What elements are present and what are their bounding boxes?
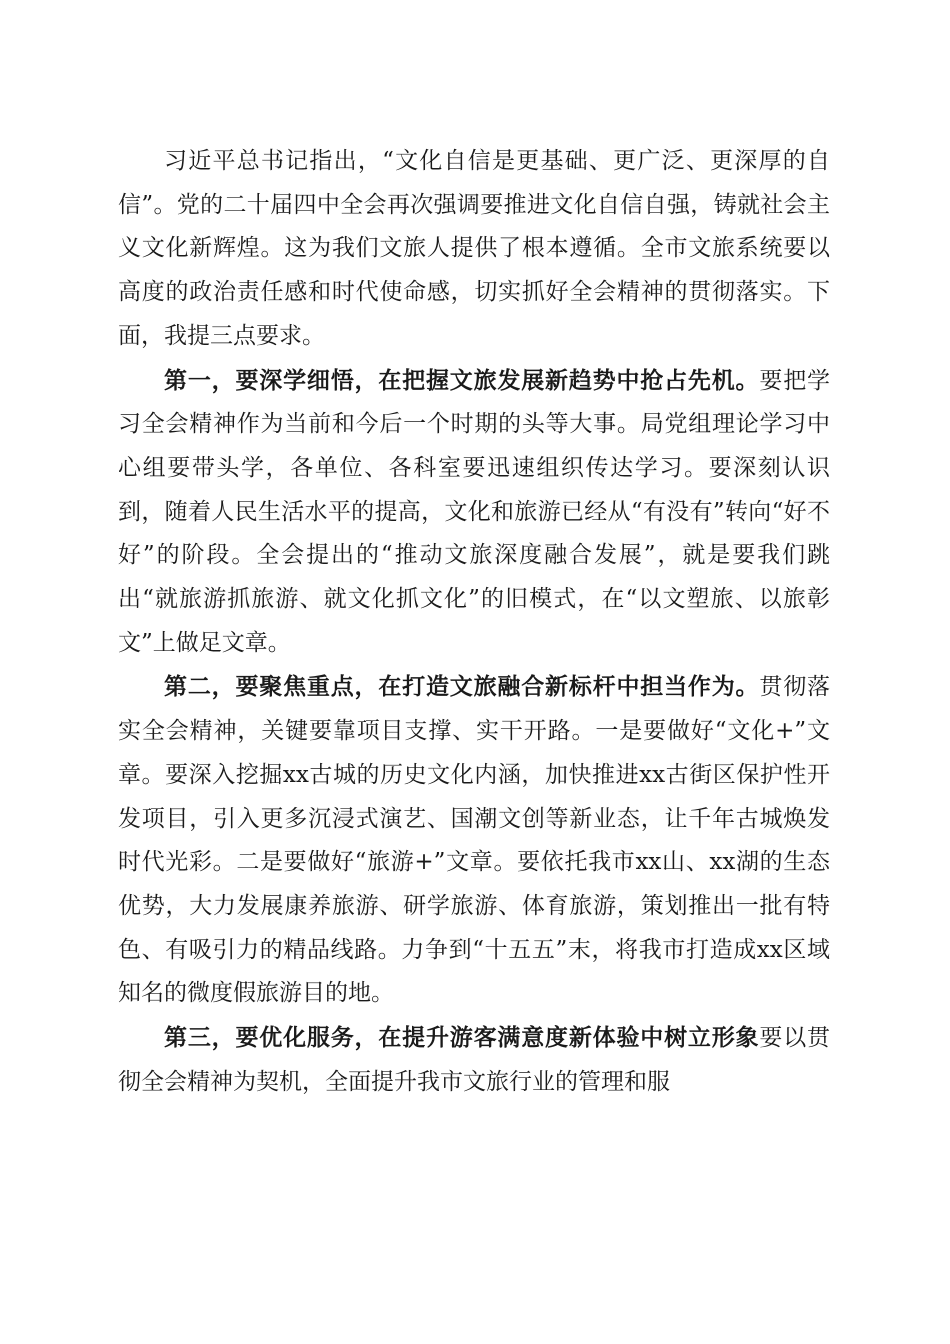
paragraph-text: 习近平总书记指出，“文化自信是更基础、更广泛、更深厚的自信”。党的二十届四中全会再次强调要推进文化自信自强，铸就社会主义文化新辉煌。这为我们文旅人提供了根本遵循。全市文旅系统要以高度的政治责任感和时代使命感，切实抓好全会精神的贯彻落实。下面，我提三点要求。 — [118, 148, 830, 349]
paragraph-point-3 — [118, 1016, 830, 1104]
point-1-heading: 第一，要深学细悟，在把握文旅发展新趋势中抢占先机。 — [164, 366, 760, 394]
point-2-heading: 第二，要聚焦重点，在打造文旅融合新标杆中担当作为。 — [164, 673, 760, 701]
document-body — [118, 140, 830, 1104]
paragraph-point-2 — [118, 665, 830, 1016]
paragraph-text: 要以贯彻全会精神为契机，全面提升我市文旅行业的管理和服 — [118, 1025, 831, 1095]
paragraph-point-1 — [118, 359, 830, 666]
point-3-heading: 第三，要优化服务，在提升游客满意度新体验中树立形象 — [164, 1024, 760, 1052]
paragraph-text: 要把学习全会精神作为当前和今后一个时期的头等大事。局党组理论学习中心组要带头学，各单位、各科室要迅速组织传达学习。要深刻认识到，随着人民生活水平的提高，文化和旅游已经从“有没有”转向“好不好”的阶段。全会提出的“推动文旅深度融合发展”，就是要我们跳出“就旅游抓旅游、就文化抓文化”的旧模式，在“以文塑旅、以旅彰文”上做足文章。 — [118, 367, 831, 656]
paragraph-intro — [118, 140, 830, 359]
paragraph-text: 贯彻落实全会精神，关键要靠项目支撑、实干开路。一是要做好“文化+”文章。要深入挖掘xx古城的历史文化内涵，加快推进xx古街区保护性开发项目，引入更多沉浸式演艺、国潮文创等新业态，让千年古城焕发时代光彩。二是要做好“旅游+”文章。要依托我市xx山、xx湖的生态优势，大力发展康养旅游、研学旅游、体育旅游，策划推出一批有特色、有吸引力的精品线路。力争到“十五五”末，将我市打造成xx区域知名的微度假旅游目的地。 — [118, 674, 831, 1007]
